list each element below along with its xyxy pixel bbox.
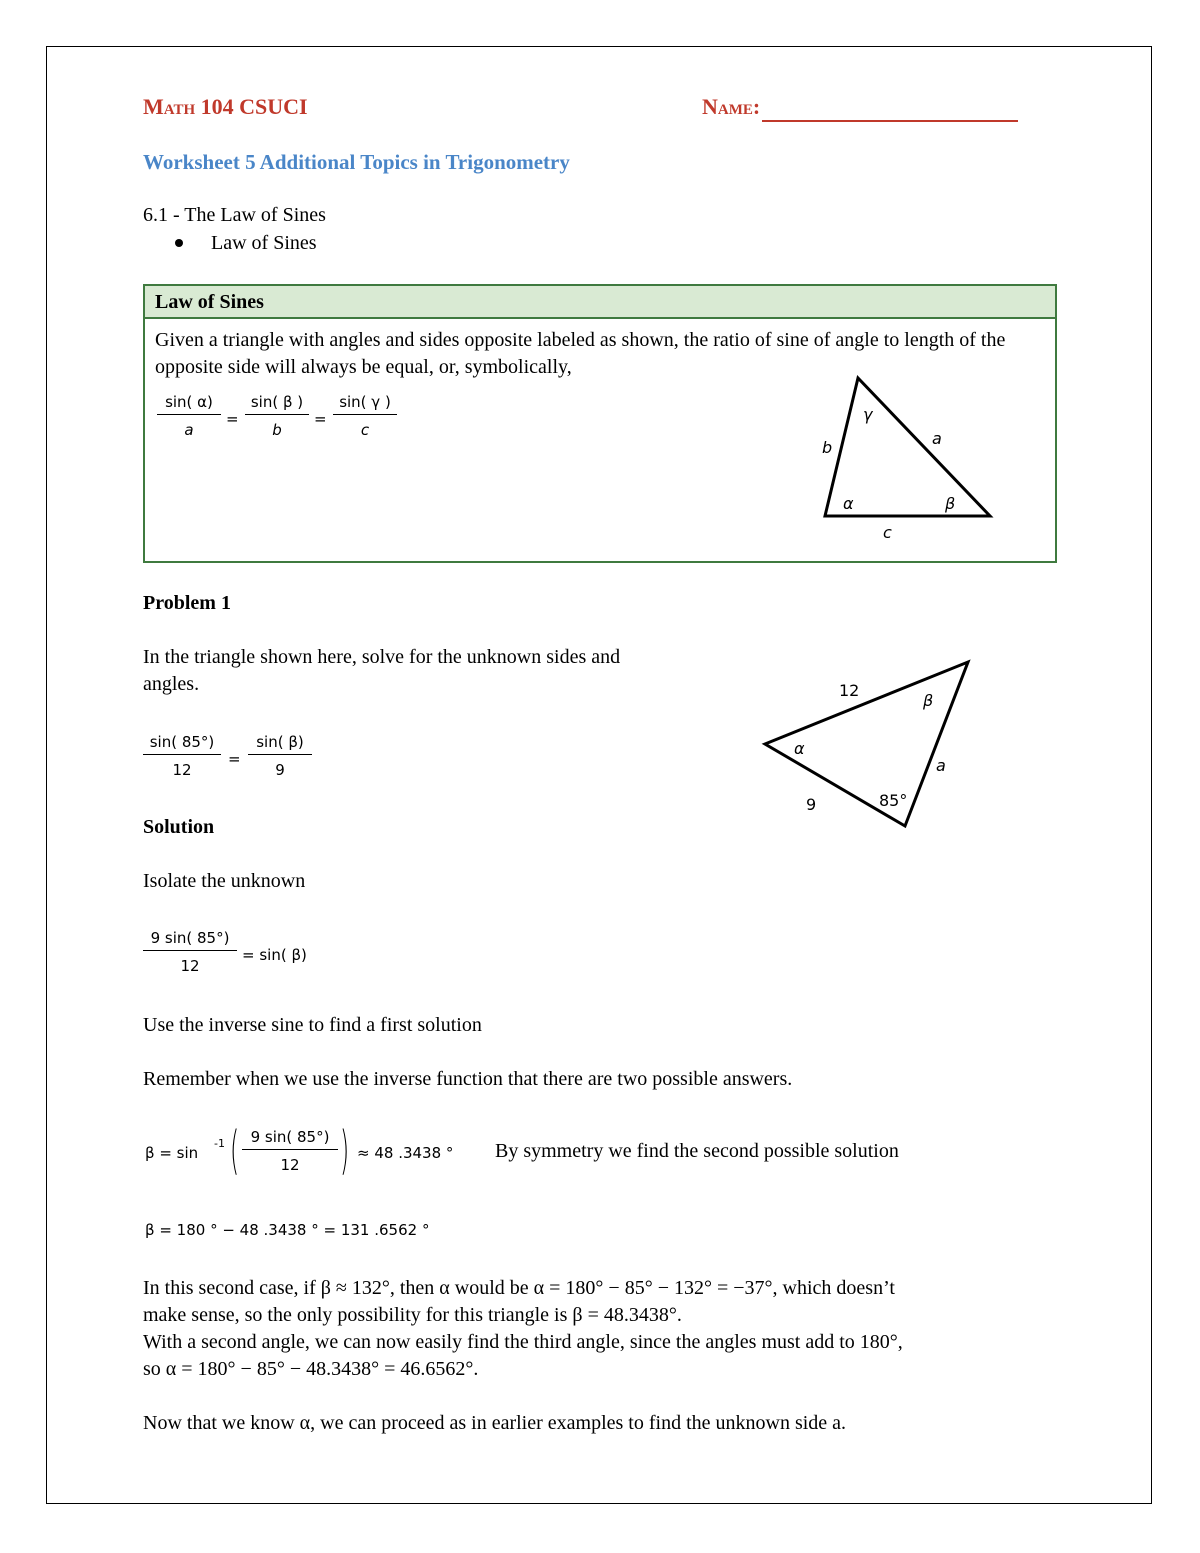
formula-eq-1: = <box>226 410 239 428</box>
inverse-text: Use the inverse sine to find a first solution <box>143 1014 482 1036</box>
solution-eq3-lhs: β = sin <box>145 1144 199 1162</box>
problem-eq1-eq: = <box>228 750 241 768</box>
label-side-9: 9 <box>806 795 817 814</box>
formula-frac-2: $\frac{\sin( \beta )}{b}$ <box>245 393 309 439</box>
bullet-icon <box>175 239 183 247</box>
label-c: c <box>883 523 892 542</box>
solution-eq4: β = 180 ° − 48 .3438 ° = 131 .6562 ° <box>145 1221 430 1239</box>
solution-eq3-frac: $\frac{9 \sin( 85^\circ)}{12}$ <box>242 1128 338 1174</box>
label-angle-85: 85° <box>879 791 908 810</box>
para2-line1: With a second angle, we can now easily find the third angle, since the angles must add to 180°, <box>143 1331 903 1353</box>
label-side-12: 12 <box>839 681 860 700</box>
solution-eq3-rhs: ≈ 48 .3438 ° <box>357 1144 454 1162</box>
problem-1-text-line2: angles. <box>143 673 200 695</box>
solution-eq2-frac: $\frac{9 \sin( 85^\circ)}{12}$ <box>143 929 237 975</box>
problem-1-heading: Problem 1 <box>143 592 231 614</box>
solution-heading: Solution <box>143 816 215 838</box>
formula-frac-3: $\frac{\sin( \gamma )}{c}$ <box>333 393 397 439</box>
label-b: b <box>822 438 833 457</box>
isolate-text: Isolate the unknown <box>143 870 306 892</box>
section-heading: 6.1 - The Law of Sines <box>143 204 326 226</box>
name-label: Name: <box>702 94 761 119</box>
label-gamma: γ <box>863 405 873 424</box>
para2-line2: so α = 180° − 85° − 48.3438° = 46.6562°. <box>143 1358 479 1380</box>
label-beta-p: β <box>923 691 934 710</box>
label-alpha-p: α <box>794 739 805 758</box>
law-triangle-diagram <box>805 370 1005 550</box>
problem-triangle-diagram <box>755 650 985 840</box>
label-a: a <box>932 429 942 448</box>
law-box-title: Law of Sines <box>145 286 1055 319</box>
problem-1-text-line1: In the triangle shown here, solve for the unknown sides and <box>143 646 621 668</box>
remember-text: Remember when we use the inverse function that there are two possible answers. <box>143 1068 793 1090</box>
bullet-text: Law of Sines <box>211 232 317 254</box>
law-box-text: Given a triangle with angles and sides opposite labeled as shown, the ratio of sine of angle to length of the opposite side will always be equal, or, symbolically, <box>155 329 1006 378</box>
left-paren: ( <box>230 1121 240 1181</box>
final-text: Now that we know α, we can proceed as in earlier examples to find the unknown side a. <box>143 1412 847 1434</box>
course-title: Math 104 CSUCI <box>143 94 308 119</box>
worksheet-title: Worksheet 5 Additional Topics in Trigonometry <box>143 150 570 174</box>
solution-eq2-rhs: = sin( β) <box>242 946 307 964</box>
label-a-p: a <box>936 756 946 775</box>
symmetry-text: By symmetry we find the second possible solution <box>495 1140 899 1162</box>
formula-frac-1: $\frac{\sin( \alpha)}{a}$ <box>157 393 221 439</box>
formula-eq-2: = <box>314 410 327 428</box>
para1-line2: make sense, so the only possibility for this triangle is β = 48.3438°. <box>143 1304 682 1326</box>
solution-eq3-sup: -1 <box>214 1137 225 1150</box>
name-underline[interactable] <box>762 120 1018 122</box>
right-paren: ) <box>340 1121 350 1181</box>
label-alpha: α <box>843 494 854 513</box>
problem-eq1-left: $\frac{\sin( 85^\circ)}{12}$ <box>143 733 221 779</box>
para1-line1: In this second case, if β ≈ 132°, then α would be α = 180° − 85° − 132° = −37°, which doesn’t <box>143 1277 895 1299</box>
label-beta: β <box>945 494 956 513</box>
problem-eq1-right: $\frac{\sin( \beta)}{9}$ <box>248 733 312 779</box>
